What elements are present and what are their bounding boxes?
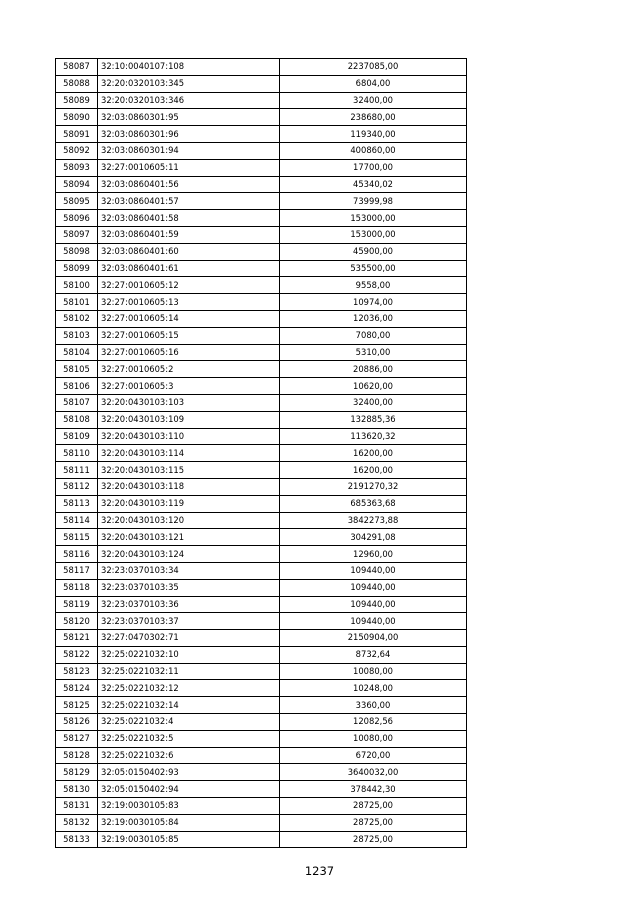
row-number-cell: 58118 [56, 579, 98, 596]
table-row [56, 378, 467, 395]
row-number-cell: 58089 [56, 92, 98, 109]
cadastral-number-cell: 32:19:0030105:84 [98, 814, 280, 831]
row-number-cell: 58113 [56, 495, 98, 512]
cadastral-number-cell: 32:27:0010605:15 [98, 327, 280, 344]
row-number-cell: 58091 [56, 126, 98, 143]
table-row [56, 562, 467, 579]
row-number-cell: 58102 [56, 310, 98, 327]
cadastral-number-cell: 32:20:0320103:346 [98, 92, 280, 109]
cadastral-number-cell: 32:03:0860401:56 [98, 176, 280, 193]
row-number-cell: 58116 [56, 546, 98, 563]
table-row [56, 59, 467, 76]
value-cell: 7080,00 [280, 327, 467, 344]
table-row [56, 764, 467, 781]
row-number-cell: 58098 [56, 243, 98, 260]
cadastral-number-cell: 32:03:0860301:96 [98, 126, 280, 143]
row-number-cell: 58129 [56, 764, 98, 781]
value-cell: 45340,02 [280, 176, 467, 193]
cadastral-number-cell: 32:03:0860401:57 [98, 193, 280, 210]
value-cell: 10080,00 [280, 730, 467, 747]
table-row [56, 243, 467, 260]
row-number-cell: 58122 [56, 646, 98, 663]
cadastral-number-cell: 32:25:0221032:11 [98, 663, 280, 680]
cadastral-number-cell: 32:20:0430103:118 [98, 478, 280, 495]
value-cell: 3842273,88 [280, 512, 467, 529]
cadastral-number-cell: 32:19:0030105:83 [98, 798, 280, 815]
value-cell: 2150904,00 [280, 630, 467, 647]
value-cell: 119340,00 [280, 126, 467, 143]
row-number-cell: 58133 [56, 831, 98, 848]
value-cell: 153000,00 [280, 226, 467, 243]
cadastral-number-cell: 32:05:0150402:93 [98, 764, 280, 781]
row-number-cell: 58125 [56, 697, 98, 714]
row-number-cell: 58119 [56, 596, 98, 613]
row-number-cell: 58101 [56, 294, 98, 311]
row-number-cell: 58108 [56, 411, 98, 428]
cadastral-number-cell: 32:25:0221032:12 [98, 680, 280, 697]
value-cell: 45900,00 [280, 243, 467, 260]
table-body [56, 59, 467, 848]
value-cell: 73999,98 [280, 193, 467, 210]
cadastral-number-cell: 32:20:0430103:124 [98, 546, 280, 563]
cadastral-number-cell: 32:03:0860401:60 [98, 243, 280, 260]
value-cell: 10080,00 [280, 663, 467, 680]
row-number-cell: 58130 [56, 781, 98, 798]
value-cell: 3360,00 [280, 697, 467, 714]
cadastral-number-cell: 32:20:0430103:114 [98, 445, 280, 462]
row-number-cell: 58095 [56, 193, 98, 210]
table-row [56, 260, 467, 277]
table-row [56, 630, 467, 647]
cadastral-number-cell: 32:20:0430103:120 [98, 512, 280, 529]
table-row [56, 428, 467, 445]
table-row [56, 831, 467, 848]
value-cell: 109440,00 [280, 596, 467, 613]
cadastral-number-cell: 32:03:0860401:59 [98, 226, 280, 243]
cadastral-number-cell: 32:20:0430103:109 [98, 411, 280, 428]
value-cell: 10974,00 [280, 294, 467, 311]
value-cell: 535500,00 [280, 260, 467, 277]
table-row [56, 663, 467, 680]
table-row [56, 394, 467, 411]
row-number-cell: 58099 [56, 260, 98, 277]
value-cell: 16200,00 [280, 462, 467, 479]
table-row [56, 327, 467, 344]
row-number-cell: 58087 [56, 59, 98, 76]
row-number-cell: 58103 [56, 327, 98, 344]
row-number-cell: 58107 [56, 394, 98, 411]
table-row [56, 814, 467, 831]
value-cell: 8732,64 [280, 646, 467, 663]
value-cell: 17700,00 [280, 159, 467, 176]
table-row [56, 747, 467, 764]
row-number-cell: 58114 [56, 512, 98, 529]
row-number-cell: 58132 [56, 814, 98, 831]
cadastral-number-cell: 32:20:0320103:345 [98, 75, 280, 92]
table-row [56, 142, 467, 159]
table-row [56, 109, 467, 126]
cadastral-number-cell: 32:20:0430103:121 [98, 529, 280, 546]
row-number-cell: 58093 [56, 159, 98, 176]
table-row [56, 646, 467, 663]
row-number-cell: 58090 [56, 109, 98, 126]
value-cell: 304291,08 [280, 529, 467, 546]
value-cell: 113620,32 [280, 428, 467, 445]
value-cell: 153000,00 [280, 210, 467, 227]
row-number-cell: 58110 [56, 445, 98, 462]
value-cell: 12036,00 [280, 310, 467, 327]
table-row [56, 310, 467, 327]
value-cell: 28725,00 [280, 814, 467, 831]
cadastral-number-cell: 32:03:0860401:61 [98, 260, 280, 277]
table-row [56, 75, 467, 92]
table-row [56, 680, 467, 697]
table-row [56, 798, 467, 815]
table-row [56, 193, 467, 210]
row-number-cell: 58104 [56, 344, 98, 361]
cadastral-number-cell: 32:20:0430103:110 [98, 428, 280, 445]
table-row [56, 176, 467, 193]
table-row [56, 596, 467, 613]
cadastral-number-cell: 32:25:0221032:10 [98, 646, 280, 663]
table-row [56, 697, 467, 714]
cadastral-number-cell: 32:27:0010605:13 [98, 294, 280, 311]
cadastral-number-cell: 32:27:0010605:14 [98, 310, 280, 327]
row-number-cell: 58117 [56, 562, 98, 579]
table-row [56, 529, 467, 546]
value-cell: 132885,36 [280, 411, 467, 428]
row-number-cell: 58121 [56, 630, 98, 647]
row-number-cell: 58131 [56, 798, 98, 815]
value-cell: 109440,00 [280, 579, 467, 596]
value-cell: 2237085,00 [280, 59, 467, 76]
cadastral-number-cell: 32:27:0470302:71 [98, 630, 280, 647]
row-number-cell: 58106 [56, 378, 98, 395]
row-number-cell: 58109 [56, 428, 98, 445]
table-row [56, 714, 467, 731]
value-cell: 12082,56 [280, 714, 467, 731]
cadastral-number-cell: 32:25:0221032:14 [98, 697, 280, 714]
table-row [56, 495, 467, 512]
table-row [56, 159, 467, 176]
row-number-cell: 58092 [56, 142, 98, 159]
value-cell: 109440,00 [280, 613, 467, 630]
value-cell: 10248,00 [280, 680, 467, 697]
value-cell: 378442,30 [280, 781, 467, 798]
table-row [56, 344, 467, 361]
cadastral-number-cell: 32:23:0370103:37 [98, 613, 280, 630]
row-number-cell: 58088 [56, 75, 98, 92]
value-cell: 6720,00 [280, 747, 467, 764]
value-cell: 28725,00 [280, 798, 467, 815]
cadastral-number-cell: 32:05:0150402:94 [98, 781, 280, 798]
row-number-cell: 58112 [56, 478, 98, 495]
table-row [56, 445, 467, 462]
row-number-cell: 58111 [56, 462, 98, 479]
cadastral-number-cell: 32:27:0010605:11 [98, 159, 280, 176]
row-number-cell: 58097 [56, 226, 98, 243]
table-row [56, 613, 467, 630]
cadastral-number-cell: 32:03:0860301:95 [98, 109, 280, 126]
table-row [56, 226, 467, 243]
value-cell: 109440,00 [280, 562, 467, 579]
cadastral-number-cell: 32:27:0010605:2 [98, 361, 280, 378]
table-row [56, 361, 467, 378]
value-cell: 400860,00 [280, 142, 467, 159]
value-cell: 10620,00 [280, 378, 467, 395]
cadastral-number-cell: 32:19:0030105:85 [98, 831, 280, 848]
cadastral-number-cell: 32:27:0010605:3 [98, 378, 280, 395]
cadastral-number-cell: 32:20:0430103:119 [98, 495, 280, 512]
value-cell: 12960,00 [280, 546, 467, 563]
value-cell: 9558,00 [280, 277, 467, 294]
value-cell: 28725,00 [280, 831, 467, 848]
row-number-cell: 58096 [56, 210, 98, 227]
table-row [56, 294, 467, 311]
value-cell: 32400,00 [280, 394, 467, 411]
value-cell: 16200,00 [280, 445, 467, 462]
value-cell: 685363,68 [280, 495, 467, 512]
cadastral-number-cell: 32:25:0221032:6 [98, 747, 280, 764]
data-table [55, 58, 467, 848]
table-row [56, 546, 467, 563]
value-cell: 2191270,32 [280, 478, 467, 495]
cadastral-number-cell: 32:03:0860301:94 [98, 142, 280, 159]
value-cell: 32400,00 [280, 92, 467, 109]
value-cell: 5310,00 [280, 344, 467, 361]
table-row [56, 92, 467, 109]
cadastral-number-cell: 32:20:0430103:103 [98, 394, 280, 411]
cadastral-number-cell: 32:23:0370103:36 [98, 596, 280, 613]
row-number-cell: 58115 [56, 529, 98, 546]
table-row [56, 512, 467, 529]
table-row [56, 730, 467, 747]
table-row [56, 210, 467, 227]
cadastral-number-cell: 32:23:0370103:35 [98, 579, 280, 596]
cadastral-number-cell: 32:20:0430103:115 [98, 462, 280, 479]
row-number-cell: 58123 [56, 663, 98, 680]
table-row [56, 126, 467, 143]
cadastral-number-cell: 32:10:0040107:108 [98, 59, 280, 76]
table-row [56, 277, 467, 294]
table-row [56, 781, 467, 798]
table-row [56, 411, 467, 428]
row-number-cell: 58128 [56, 747, 98, 764]
cadastral-number-cell: 32:03:0860401:58 [98, 210, 280, 227]
row-number-cell: 58126 [56, 714, 98, 731]
row-number-cell: 58105 [56, 361, 98, 378]
cadastral-number-cell: 32:27:0010605:16 [98, 344, 280, 361]
row-number-cell: 58094 [56, 176, 98, 193]
row-number-cell: 58120 [56, 613, 98, 630]
row-number-cell: 58127 [56, 730, 98, 747]
cadastral-number-cell: 32:27:0010605:12 [98, 277, 280, 294]
value-cell: 6804,00 [280, 75, 467, 92]
table-row [56, 462, 467, 479]
cadastral-number-cell: 32:25:0221032:4 [98, 714, 280, 731]
table-row [56, 579, 467, 596]
page-number: 1237 [304, 864, 335, 878]
value-cell: 238680,00 [280, 109, 467, 126]
table-row [56, 478, 467, 495]
cadastral-number-cell: 32:25:0221032:5 [98, 730, 280, 747]
cadastral-number-cell: 32:23:0370103:34 [98, 562, 280, 579]
row-number-cell: 58124 [56, 680, 98, 697]
value-cell: 3640032,00 [280, 764, 467, 781]
value-cell: 20886,00 [280, 361, 467, 378]
row-number-cell: 58100 [56, 277, 98, 294]
